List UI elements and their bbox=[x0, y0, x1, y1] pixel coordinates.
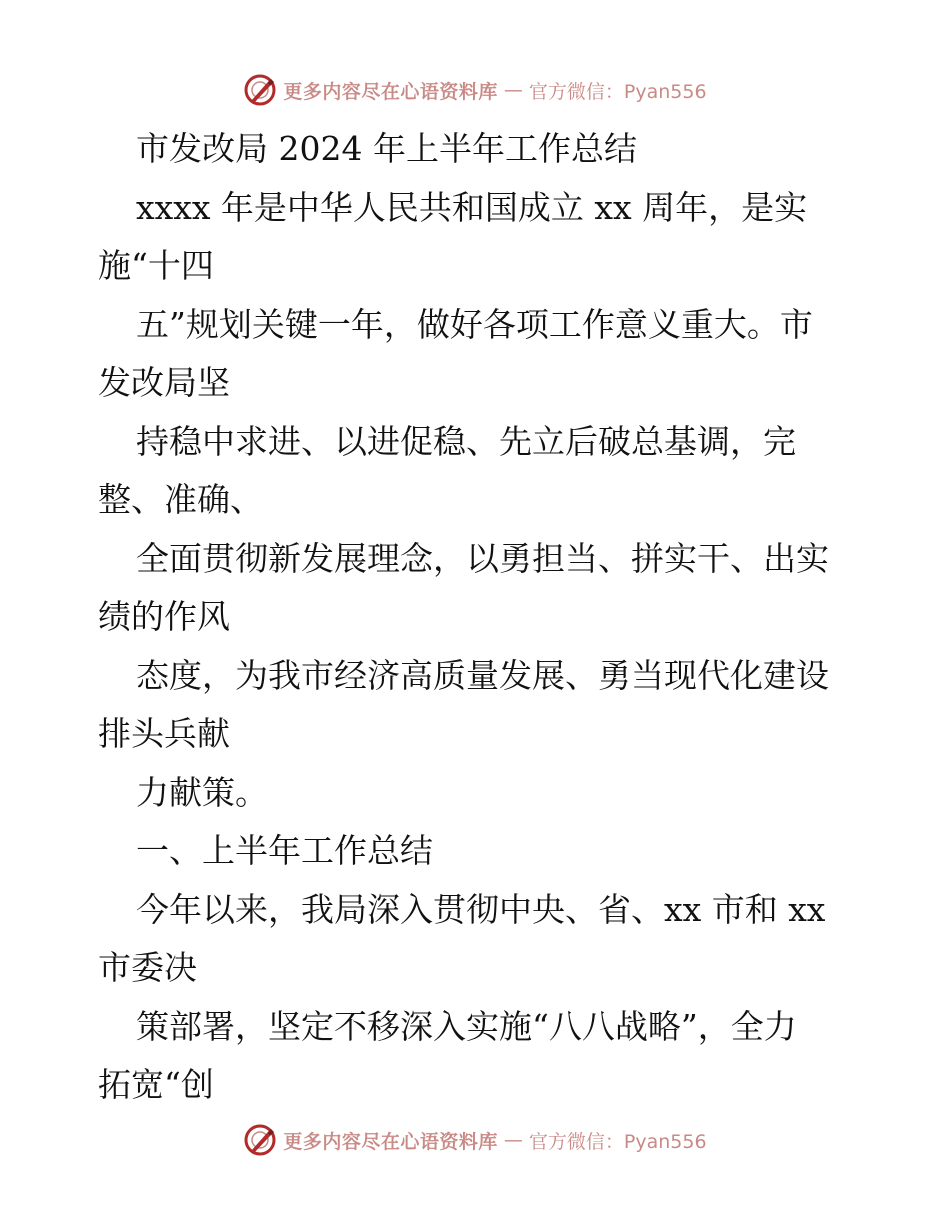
section-heading: 一、上半年工作总结 bbox=[136, 831, 433, 870]
text-line: 市委决 bbox=[98, 948, 197, 987]
header-wechat-text: 官方微信：Pyan556 bbox=[528, 80, 707, 103]
pen-logo-icon bbox=[243, 73, 277, 107]
footer-wechat-text: 官方微信：Pyan556 bbox=[528, 1130, 707, 1153]
header-watermark bbox=[0, 70, 950, 110]
text-line: 五”规划关键一年，做好各项工作意义重大。市 bbox=[136, 304, 813, 344]
text-line: 施“十四 bbox=[98, 246, 214, 285]
text-line: 策部署，坚定不移深入实施“八八战略”，全力 bbox=[136, 1006, 797, 1046]
footer-separator: — bbox=[503, 1129, 523, 1151]
text-line: 力献策。 bbox=[136, 772, 268, 812]
text-line: xxxx 年是中华人民共和国成立 xx 周年，是实 bbox=[136, 187, 808, 227]
text-line: 拓宽“创 bbox=[98, 1065, 214, 1104]
text-line: 今年以来，我局深入贯彻中央、省、xx 市和 xx bbox=[136, 889, 826, 929]
document-body bbox=[98, 120, 858, 1115]
footer-site-text: 更多内容尽在心语资料库 bbox=[283, 1130, 498, 1153]
text-line: 持稳中求进、以进促稳、先立后破总基调，完 bbox=[136, 421, 796, 461]
header-site-text: 更多内容尽在心语资料库 bbox=[283, 80, 498, 103]
text-line: 绩的作风 bbox=[98, 597, 230, 636]
text-line: 发改局坚 bbox=[98, 363, 230, 402]
text-line: 排头兵献 bbox=[98, 714, 230, 753]
footer-watermark bbox=[0, 1120, 950, 1160]
header-separator: — bbox=[503, 79, 523, 101]
pen-logo-icon bbox=[243, 1123, 277, 1157]
text-line: 整、准确、 bbox=[98, 480, 263, 519]
document-title: 市发改局 2024 年上半年工作总结 bbox=[136, 129, 637, 168]
text-line: 全面贯彻新发展理念，以勇担当、拼实干、出实 bbox=[136, 538, 829, 578]
text-line: 态度，为我市经济高质量发展、勇当现代化建设 bbox=[136, 655, 829, 695]
